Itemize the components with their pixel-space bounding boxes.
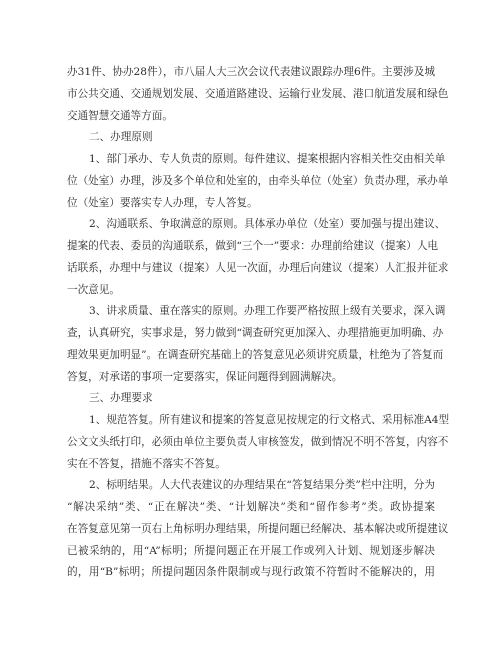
body-text-line: 公文文头纸打印，必须由单位主要负责人审核签发，做到情况不明不答复，内容不 bbox=[67, 435, 449, 448]
body-text-line: 一次意见。 bbox=[67, 283, 120, 296]
body-text-line: 话联系，办理中与建议（提案）人见一次面，办理后向建议（提案）人汇报并征求 bbox=[67, 261, 449, 274]
body-text-line: 查，认真研究，实事求是，努力做到“调查研究更加深入、办理措施更加明确、办 bbox=[67, 327, 444, 339]
section-heading: 三、办理要求 bbox=[89, 392, 153, 405]
document-page bbox=[67, 62, 450, 584]
body-text-line: 实在不答复，措施不落实不答复。 bbox=[67, 457, 226, 470]
body-text-line: 2、标明结果。人大代表建议的办理结果在“答复结果分类”栏中注明，分为 bbox=[89, 479, 435, 492]
body-text-line: 位（处室）办理，涉及多个单位和处室的，由牵头单位（处室）负责办理，承办单 bbox=[67, 174, 449, 187]
body-text-line: 理效果更加明显”。在调查研究基础上的答复意见必须讲究质量，杜绝为了答复而 bbox=[67, 348, 444, 361]
section-heading: 二、办理原则 bbox=[89, 131, 153, 144]
body-text-line: “解决采纳”类、“正在解决”类、“计划解决”类和“留作参考”类。政协提案 bbox=[67, 501, 435, 513]
body-text-line: 1、部门承办、专人负责的原则。每件建议、提案根据内容相关性交由相关单 bbox=[89, 153, 446, 165]
body-text-line: 答复，对承诺的事项一定要落实，保证问题得到圆满解决。 bbox=[67, 370, 343, 383]
body-text-line: 位（处室）要落实专人办理，专人答复。 bbox=[67, 196, 258, 209]
body-text-line: 的，用“B”标明；所提问题因条件限制或与现行政策不符暂时不能解决的，用 bbox=[67, 566, 435, 579]
body-text-line: 在答复意见第一页右上角标明办理结果，所提问题已经解决、基本解决或所提建议 bbox=[67, 522, 449, 535]
body-text-line: 交通智慧交通等方面。 bbox=[67, 109, 173, 122]
body-text-line: 1、规范答复。所有建议和提案的答复意见按规定的行文格式、采用标准A4型 bbox=[89, 414, 450, 426]
body-text-line: 市公共交通、交通规划发展、交通道路建设、运输行业发展、港口航道发展和绿色 bbox=[67, 87, 449, 100]
body-text-line: 提案的代表、委员的沟通联系，做到“三个一”要求：办理前给建议（提案）人电 bbox=[67, 240, 439, 252]
body-text-line: 办31件、协办28件），市八届人大三次会议代表建议跟踪办理6件。主要涉及城 bbox=[67, 66, 435, 78]
body-text-line: 3、讲求质量、重在落实的原则。办理工作要严格按照上级有关要求，深入调 bbox=[89, 305, 446, 318]
body-text-line: 2、沟通联系、争取满意的原则。具体承办单位（处室）要加强与提出建议、 bbox=[89, 218, 446, 231]
body-text-line: 已被采纳的，用“A”标明；所提问题正在开展工作或列入计划、规划逐步解决 bbox=[67, 544, 435, 557]
